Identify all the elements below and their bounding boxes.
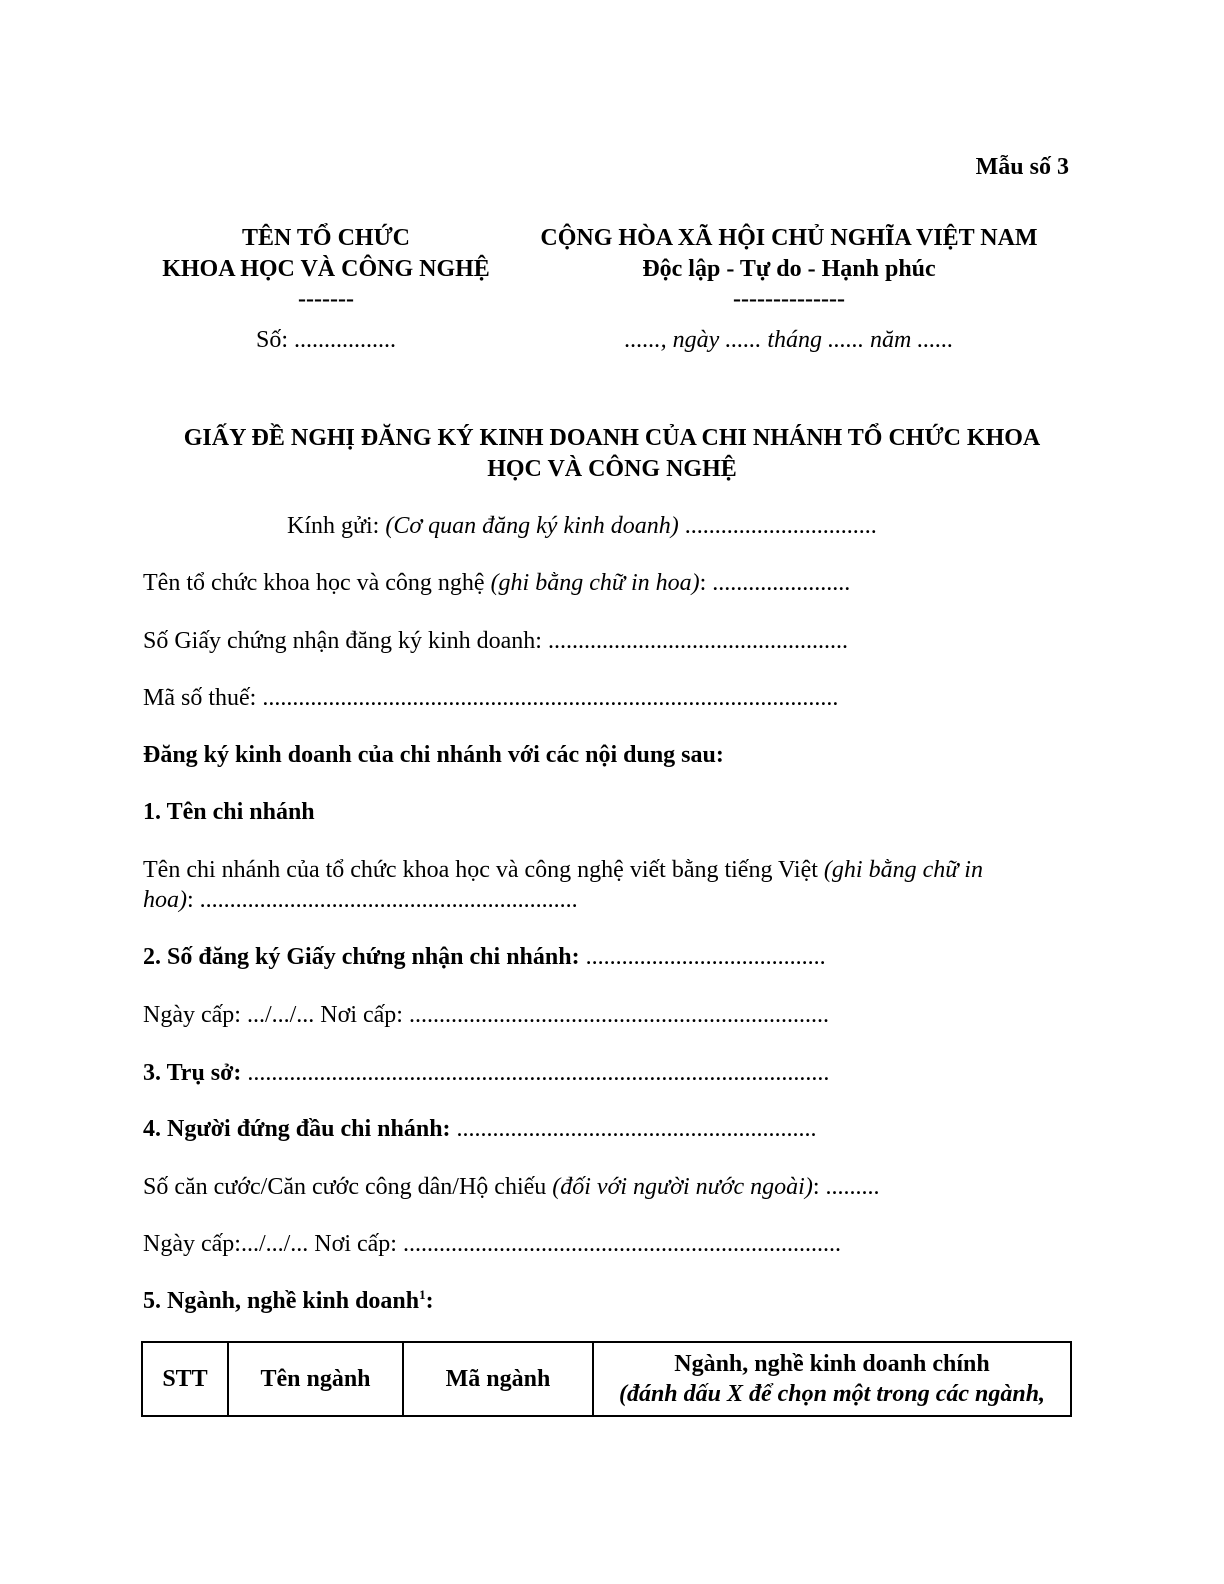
header-main-line2: (đánh dấu X để chọn một trong các ngành, [618,1381,1046,1407]
national-header-motto: Độc lập - Tự do - Hạnh phúc [642,256,936,282]
org-header [126,223,526,313]
org-name-label: Tên tổ chức khoa học và công nghệ [143,570,491,596]
org-name-hint: (ghi bằng chữ in hoa) [490,570,700,596]
branch-name-hint-part1: (ghi bằng chữ in [823,857,983,883]
recipient-agency: (Cơ quan đăng ký kinh doanh) [385,513,679,539]
header-stt: STT [142,1342,228,1416]
id-number-field [143,1172,880,1202]
table-header-row [142,1342,1071,1416]
section2-dots: ........................................ [579,944,826,970]
header-code: Mã ngành [403,1342,593,1416]
org-header-line2: KHOA HỌC VÀ CÔNG NGHỆ [162,256,490,282]
footnote-marker: 1 [419,1287,426,1302]
org-name-field [143,568,850,598]
header-name: Tên ngành [228,1342,403,1416]
section2-heading: 2. Số đăng ký Giấy chứng nhận chi nhánh: [143,944,580,970]
tax-code-field: Mã số thuế: ................................................................................................ [143,685,839,711]
id-number-dots: : ......... [812,1174,880,1200]
section5-colon: : [425,1288,434,1314]
recipient-line [287,511,877,541]
org-header-line1: TÊN TỔ CHỨC [241,225,411,251]
certificate-number-field: Số Giấy chứng nhận đăng ký kinh doanh: .................................................. [143,628,848,654]
section5-heading-line [143,1286,434,1316]
recipient-dots: ................................ [678,513,877,539]
id-number-label: Số căn cước/Căn cước công dân/Hộ chiếu [143,1174,553,1200]
branch-name-line1 [143,855,983,885]
section3-line [143,1058,829,1088]
form-number: Mẫu số 3 [975,154,1069,180]
section2-line [143,942,826,972]
document-title-line1: GIẤY ĐỀ NGHỊ ĐĂNG KÝ KINH DOANH CỦA CHI NHÁNH TỔ CHỨC KHOA [183,425,1041,451]
national-header [489,223,1089,313]
section3-dots: ................................................................................................. [241,1060,830,1086]
section4-heading: 4. Người đứng đầu chi nhánh: [143,1116,451,1142]
section4-issue-field: Ngày cấp:.../.../... Nơi cấp: ......................................................................... [143,1231,841,1257]
branch-name-hint-part2: hoa) [143,887,187,913]
section-intro: Đăng ký kinh doanh của chi nhánh với các nội dung sau: [143,742,724,768]
section1-heading: 1. Tên chi nhánh [143,799,315,825]
section4-line [143,1114,817,1144]
document-title-line2: HỌC VÀ CÔNG NGHỆ [487,456,737,482]
section3-heading: 3. Trụ sở: [143,1060,242,1086]
national-header-divider: -------------- [733,286,845,312]
branch-name-dots: : ............................................................... [187,887,578,913]
header-main-business [593,1342,1071,1416]
org-name-dots: : ....................... [699,570,851,596]
id-number-hint: (đối với người nước ngoài) [552,1174,813,1200]
document-title [80,423,1144,485]
section2-issue-field: Ngày cấp: .../.../... Nơi cấp: ...................................................................... [143,1002,829,1028]
branch-name-line2 [143,885,578,915]
document-number-field: Số: ................. [255,327,396,353]
branch-name-text: Tên chi nhánh của tổ chức khoa học và công nghệ viết bằng tiếng Việt [143,857,824,883]
business-lines-table [141,1341,1072,1417]
header-main-line1: Ngành, nghề kinh doanh chính [674,1351,990,1377]
date-field: ......, ngày ...... tháng ...... năm ...... [624,327,954,353]
org-header-divider: ------- [298,286,354,312]
section5-heading: 5. Ngành, nghề kinh doanh [143,1288,420,1314]
recipient-label: Kính gửi: [287,513,386,539]
section4-dots: ............................................................ [450,1116,817,1142]
national-header-line1: CỘNG HÒA XÃ HỘI CHỦ NGHĨA VIỆT NAM [540,225,1038,251]
